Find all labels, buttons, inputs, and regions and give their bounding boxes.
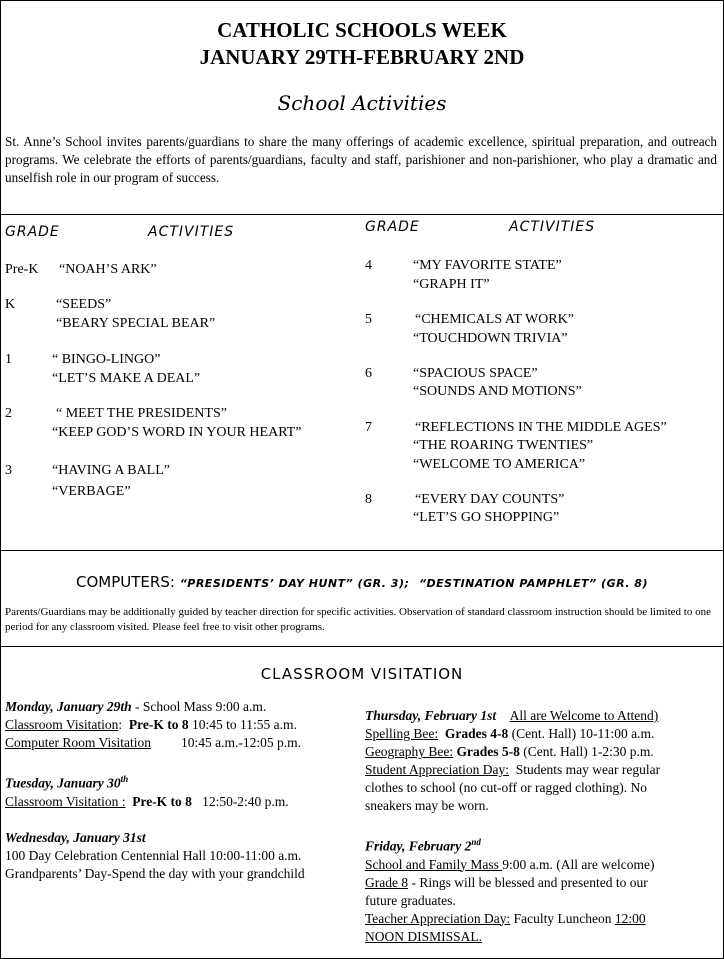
grade-8: 8 — [365, 492, 372, 507]
activity-item: “THE ROARING TWENTIES” — [413, 438, 594, 453]
activity-item: “ MEET THE PRESIDENTS” — [56, 406, 227, 421]
monday-entry — [5, 698, 360, 716]
student-appreciation-text: Students may wear regular — [515, 762, 661, 777]
activity-item: “VERBAGE” — [52, 484, 131, 499]
activity-item: “REFLECTIONS IN THE MIDDLE AGES” — [415, 420, 667, 435]
tuesday-classroom-visitation-label: Classroom Visitation : — [5, 793, 126, 809]
family-mass-details: 9:00 a.m. (All are welcome) — [502, 856, 655, 872]
thursday-date: Thursday, February 1st — [365, 708, 497, 723]
wednesday-celebration: 100 Day Celebration Centennial Hall 10:00-11:00 a.m. — [5, 847, 302, 863]
activity-item: “GRAPH IT” — [413, 277, 490, 292]
activity-item: “BEARY SPECIAL BEAR” — [56, 316, 216, 331]
activity-item: “TOUCHDOWN TRIVIA” — [413, 331, 568, 346]
computers-note: Parents/Guardians may be additionally guided by teacher direction for specific activities. Observation of standard classroom instruction should be limited to one period for any classroom visited. Please feel free to visit other programs. — [5, 606, 711, 633]
grade-7: 7 — [365, 420, 372, 435]
friday-date: Friday, February 2 — [365, 838, 472, 854]
computers-line — [1, 573, 723, 591]
wednesday-grandparents-day: Grandparents’ Day-Spend the day with your grandchild — [5, 865, 305, 881]
spelling-bee-details: (Cent. Hall) 10-11:00 a.m. — [508, 726, 655, 741]
visitation-right-column — [365, 707, 717, 946]
grade-1: 1 — [5, 352, 12, 367]
activity-item: “HAVING A BALL” — [52, 463, 170, 478]
grade-8-rings: - Rings will be blessed and presented to our — [408, 874, 648, 890]
visitation-section — [1, 646, 723, 958]
visitation-left-column: Monday, January 29th - School Mass 9:00 a.m. Classroom Visitation: Pre-K to 8 10:45 to 11:55 a.m. Computer Room Visitation 10:45 a.m.-12:05 p.m. Tuesday, January 30th Classroom Visitation : Pre-K to 8 12:50-2:40 p.m. Wednesday, January 31st 100 Day Celebration Centennial Hall 10:00-11:00 a.m. Grandparents’ Day-Spend the day with your grandchild — [5, 698, 360, 883]
page-subtitle: School Activities — [277, 91, 447, 115]
wednesday-date: Wednesday, January 31st — [5, 829, 146, 845]
computers-label: COMPUTERS: — [76, 573, 175, 591]
intro-paragraph: St. Anne’s School invites parents/guardians to share the many offerings of academic excellence, spiritual preparation, and outreach programs. We celebrate the efforts of parents/guardians, faculty and staff, parishioner and non-parishioner, who play a dramatic and unselfish role in our program of success. — [5, 134, 717, 185]
luncheon-time: 12:00 — [614, 910, 646, 926]
monday-mass: - School Mass 9:00 a.m. — [131, 699, 267, 714]
computers-item-2: “DESTINATION PAMPHLET” (GR. 8) — [418, 577, 648, 590]
computers-section — [1, 550, 723, 646]
teacher-appreciation-label: Teacher Appreciation Day: — [365, 910, 511, 926]
grade-8-label: Grade 8 — [365, 874, 409, 890]
student-appreciation-text: clothes to school (no cut-off or ragged clothing). No — [365, 780, 648, 795]
student-appreciation-label: Student Appreciation Day: — [365, 762, 509, 777]
tuesday-date-suffix: th — [120, 774, 129, 784]
activity-item: “EVERY DAY COUNTS” — [415, 492, 565, 507]
monday-computer-room-time: 10:45 a.m.-12:05 p.m. — [180, 735, 301, 750]
monday-classroom-time: 10:45 to 11:55 a.m. — [188, 717, 297, 732]
monday-date: Monday, January 29th — [5, 699, 132, 714]
activity-item: “MY FAVORITE STATE” — [413, 258, 562, 273]
activities-header-left: ACTIVITIES — [148, 224, 235, 240]
spelling-bee-grades: Grades 4-8 — [444, 726, 509, 741]
tuesday-time: 12:50-2:40 p.m. — [202, 793, 289, 809]
activity-item: “SPACIOUS SPACE” — [413, 366, 538, 381]
friday-date-suffix: nd — [471, 837, 481, 847]
activity-item: “LET’S GO SHOPPING” — [413, 510, 560, 525]
grade-6: 6 — [365, 366, 372, 381]
family-mass-label: School and Family Mass — [365, 856, 503, 872]
geography-bee-grades: Grades 5-8 — [456, 744, 520, 759]
tuesday-grades: Pre-K to 8 — [132, 793, 192, 809]
grade-header-right: GRADE — [365, 219, 420, 235]
monday-computer-room-label: Computer Room Visitation — [5, 735, 151, 750]
grade-8-rings: future graduates. — [365, 892, 456, 908]
grade-5: 5 — [365, 312, 372, 327]
thursday-all-welcome: All are Welcome to Attend) — [509, 708, 659, 723]
grade-prek: Pre-K — [5, 262, 39, 277]
activity-item: “WELCOME TO AMERICA” — [413, 457, 586, 472]
title-line-1: CATHOLIC SCHOOLS WEEK — [217, 18, 507, 42]
grade-3: 3 — [5, 463, 12, 478]
activity-item: “CHEMICALS AT WORK” — [415, 312, 574, 327]
geography-bee-details: (Cent. Hall) 1-2:30 p.m. — [519, 744, 654, 759]
grade-header-left: GRADE — [5, 224, 60, 240]
activity-item: “ BINGO-LINGO” — [52, 352, 161, 367]
computers-item-1: “PRESIDENTS’ DAY HUNT” (GR. 3); — [179, 577, 410, 590]
student-appreciation-text: sneakers may be worn. — [365, 798, 489, 813]
activity-item: “LET’S MAKE A DEAL” — [52, 371, 201, 386]
title-line-2: JANUARY 29TH-FEBRUARY 2ND — [199, 45, 525, 69]
geography-bee-label: Geography Bee: — [365, 744, 454, 759]
header-section — [1, 17, 723, 187]
grade-2: 2 — [5, 406, 12, 421]
monday-grades: Pre-K to 8 — [128, 717, 189, 732]
activities-header-right: ACTIVITIES — [509, 219, 596, 235]
teacher-appreciation-text: Faculty Luncheon — [510, 910, 615, 926]
monday-classroom-visitation-label: Classroom Visitation — [5, 717, 119, 732]
activity-item: “NOAH’S ARK” — [59, 262, 157, 277]
activities-section — [1, 214, 723, 550]
grade-k: K — [5, 297, 16, 312]
visitation-title: CLASSROOM VISITATION — [260, 665, 464, 683]
grade-4: 4 — [365, 258, 372, 273]
activity-item: “SOUNDS AND MOTIONS” — [413, 384, 582, 399]
activity-item: “KEEP GOD’S WORD IN YOUR HEART” — [52, 425, 302, 440]
activity-item: “SEEDS” — [56, 297, 112, 312]
tuesday-date: Tuesday, January 30 — [5, 775, 121, 791]
noon-dismissal: NOON DISMISSAL. — [365, 928, 483, 944]
spelling-bee-label: Spelling Bee: — [365, 726, 439, 741]
